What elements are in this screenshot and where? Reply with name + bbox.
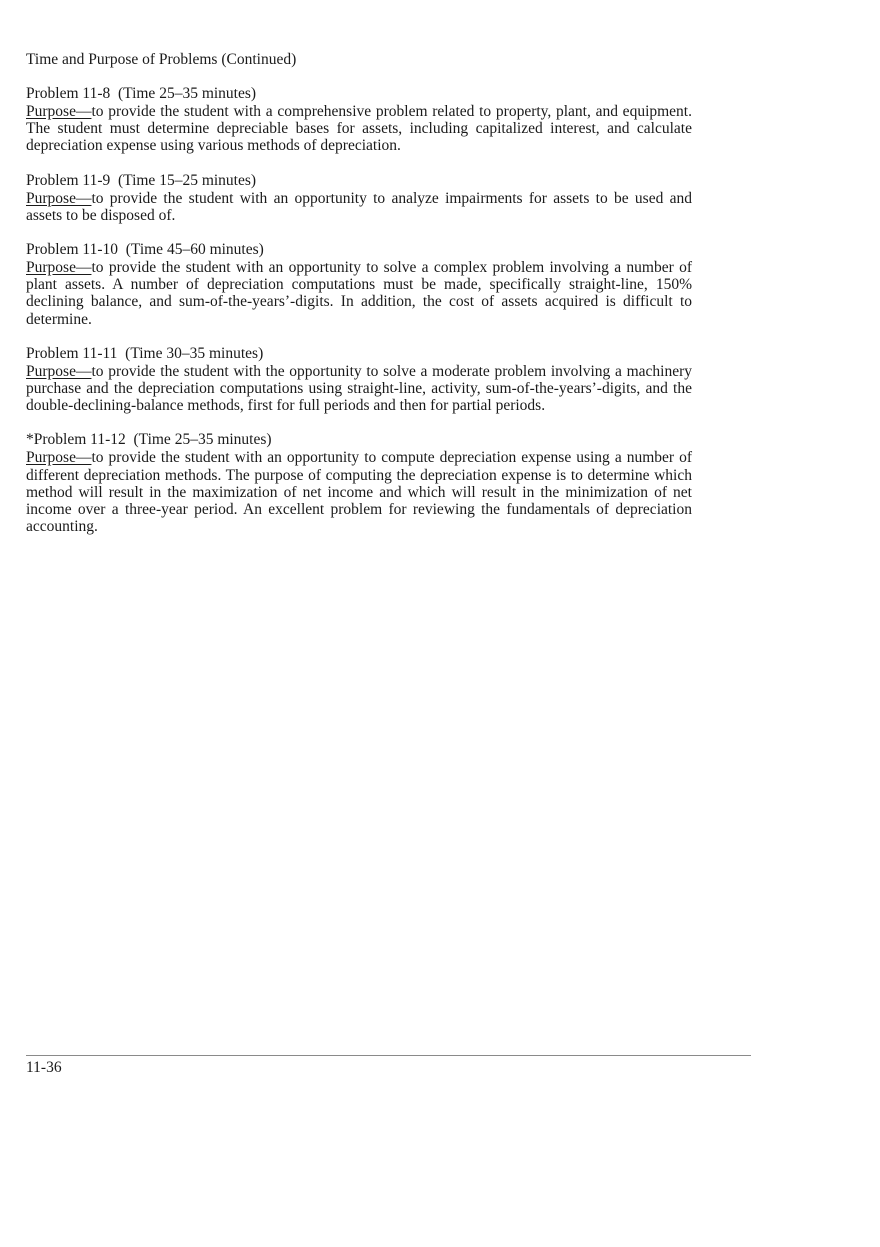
problem-11-11 xyxy=(26,345,692,415)
problem-description xyxy=(26,190,692,224)
problem-11-12 xyxy=(26,431,692,535)
problem-title: Problem 11-10 (Time 45–60 minutes) xyxy=(26,241,264,259)
purpose-label: Purpose— xyxy=(26,362,92,380)
purpose-text: to provide the student with an opportunity to solve a complex problem involving a number of plant assets. A number of depreciation computations must be made, specifically straight-line, 150% declining balance, and sum-of-the-years’-digits. In addition, the cost of assets acquired is difficult to determine. xyxy=(26,259,692,328)
problem-title: *Problem 11-12 (Time 25–35 minutes) xyxy=(26,431,272,449)
problem-description xyxy=(26,259,692,328)
page-heading: Time and Purpose of Problems (Continued) xyxy=(26,51,297,68)
problem-title: Problem 11-11 (Time 30–35 minutes) xyxy=(26,344,264,362)
purpose-label: Purpose— xyxy=(26,259,92,277)
problem-title: Problem 11-9 (Time 15–25 minutes) xyxy=(26,171,257,189)
page-content xyxy=(26,51,692,552)
problem-description xyxy=(26,449,692,535)
problem-11-8 xyxy=(26,85,692,155)
problem-description xyxy=(26,103,692,155)
problem-description xyxy=(26,363,692,415)
purpose-label: Purpose— xyxy=(26,103,92,120)
problem-11-9 xyxy=(26,172,692,224)
problem-11-10 xyxy=(26,241,692,328)
page-number: 11-36 xyxy=(26,1059,62,1076)
footer-divider xyxy=(26,1055,751,1056)
purpose-text: to provide the student with the opportunity to solve a moderate problem involving a machinery purchase and the depreciation computations using straight-line, activity, sum-of-the-years’-digits, and the double-declining-balance methods, first for full periods and then for partial periods. xyxy=(26,362,692,415)
purpose-text: to provide the student with a comprehensive problem related to property, plant, and equipment. The student must determine depreciable bases for assets, including capitalized interest, and calculate depreciation expense using various methods of depreciation. xyxy=(26,103,692,155)
purpose-label: Purpose— xyxy=(26,189,92,207)
purpose-text: to provide the student with an opportunity to analyze impairments for assets to be used and assets to be disposed of. xyxy=(26,189,692,224)
problem-title: Problem 11-8 (Time 25–35 minutes) xyxy=(26,85,257,102)
purpose-text: to provide the student with an opportunity to compute depreciation expense using a number of different depreciation methods. The purpose of computing the depreciation expense is to determine which method will result in the maximization of net income and which will result in the minimization of net income over a three-year period. An excellent problem for reviewing the fundamentals of depreciation accounting. xyxy=(26,449,692,536)
purpose-label: Purpose— xyxy=(26,449,92,467)
